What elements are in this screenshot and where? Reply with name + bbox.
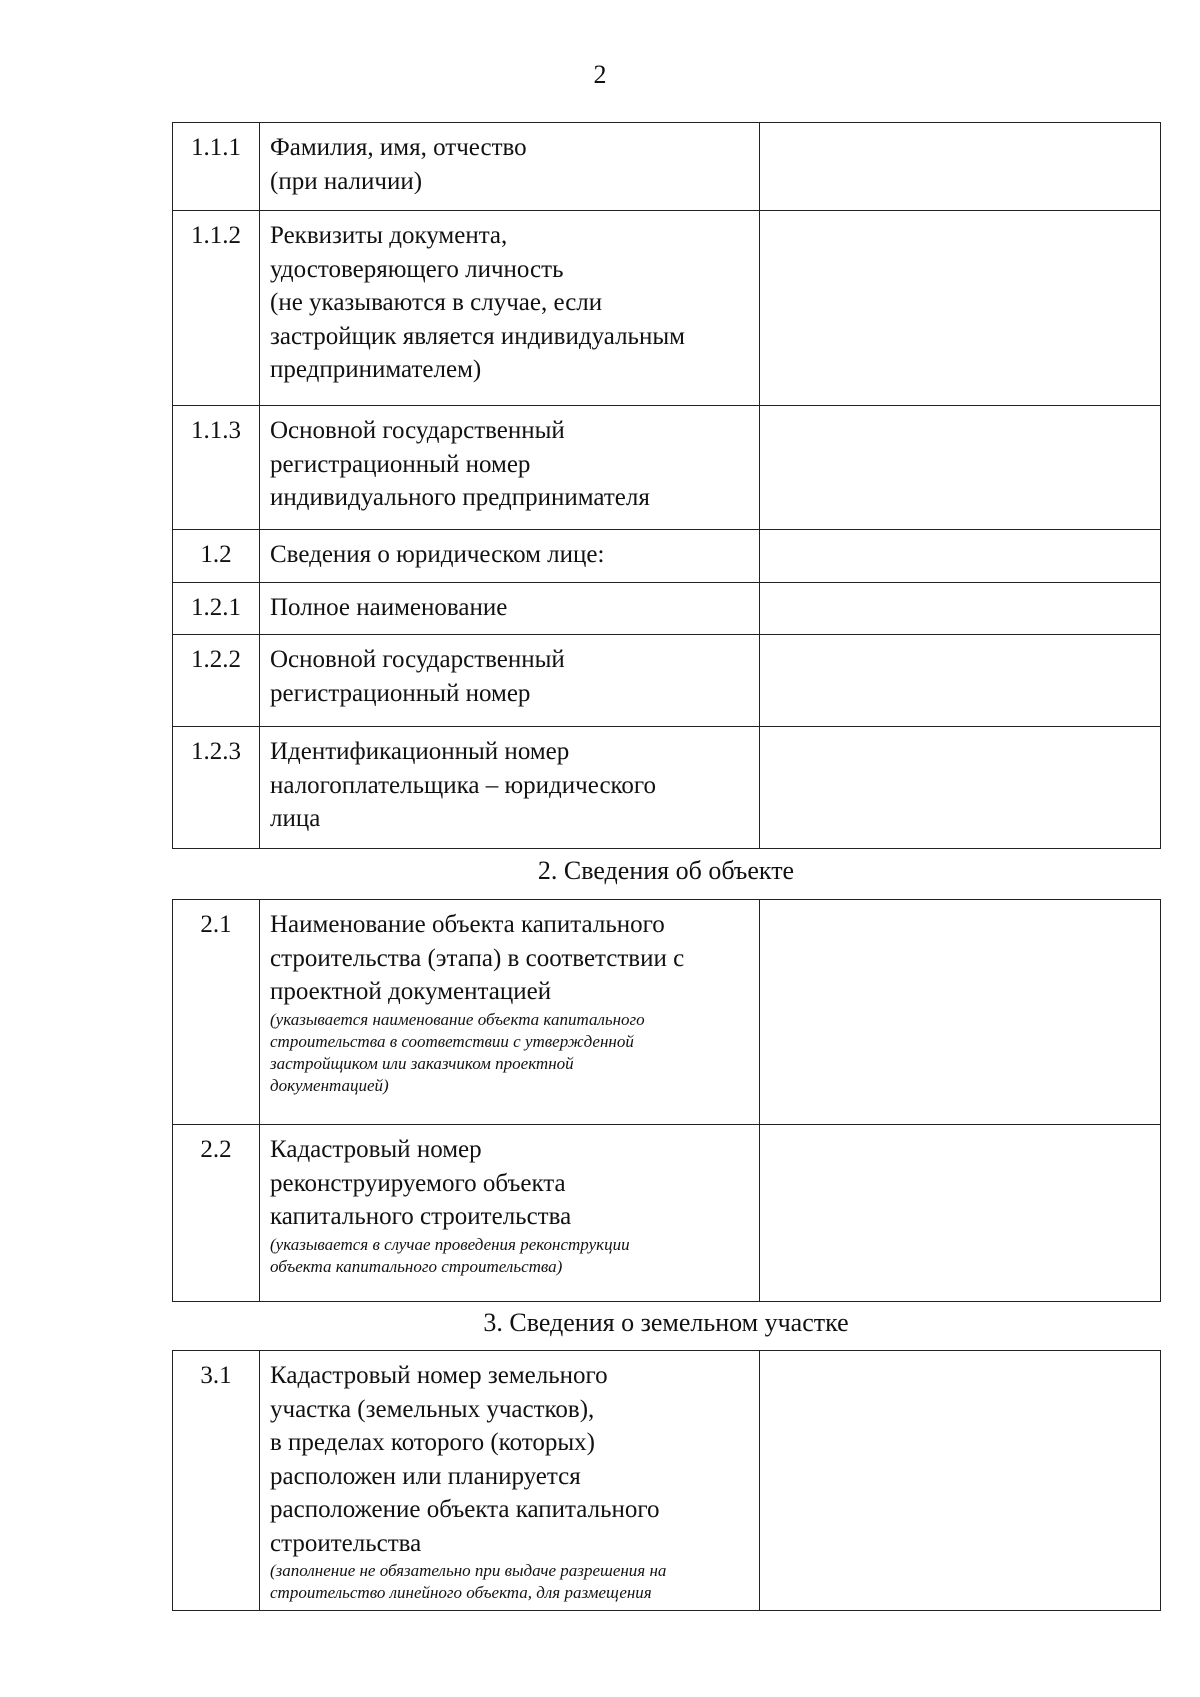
row-number: 1.1.3 — [173, 406, 260, 530]
value-cell[interactable] — [760, 635, 1161, 727]
row-number: 2.2 — [173, 1125, 260, 1302]
row-label: Наименование объекта капитального строительства (этапа) в соответствии с проектной документацией (указывается наименование объекта капитального строительства в соответствии с утвержденной застройщиком или заказчиком проектной документацией) — [260, 900, 760, 1125]
row-note: (заполнение не обязательно при выдаче разрешения на строительство линейного объекта, для размещения — [270, 1561, 667, 1603]
applicant-info-table — [172, 122, 1161, 849]
table-row — [173, 530, 1161, 583]
table-row — [173, 635, 1161, 727]
value-cell[interactable] — [760, 530, 1161, 583]
land-plot-info-table — [172, 1350, 1161, 1611]
table-row — [173, 1351, 1161, 1611]
value-cell[interactable] — [760, 727, 1161, 849]
row-number: 3.1 — [173, 1351, 260, 1611]
row-label: Основной государственный регистрационный номер индивидуального предпринимателя — [260, 406, 760, 530]
row-number: 1.1.1 — [173, 123, 260, 211]
row-label: Фамилия, имя, отчество (при наличии) — [260, 123, 760, 211]
table-row — [173, 406, 1161, 530]
table-row — [173, 583, 1161, 635]
row-note: (указывается в случае проведения реконструкции объекта капитального строительства) — [270, 1234, 630, 1276]
row-label: Реквизиты документа, удостоверяющего личность (не указываются в случае, если застройщик является индивидуальным предпринимателем) — [260, 211, 760, 406]
page-number: 2 — [593, 60, 607, 89]
row-label: Полное наименование — [260, 583, 760, 635]
object-info-table — [172, 899, 1161, 1302]
section-2-title: 2. Сведения об объекте — [537, 856, 795, 885]
table-row — [173, 123, 1161, 211]
row-label: Идентификационный номер налогоплательщика – юридического лица — [260, 727, 760, 849]
table-row — [173, 900, 1161, 1125]
value-cell[interactable] — [760, 211, 1161, 406]
row-label: Основной государственный регистрационный номер — [260, 635, 760, 727]
value-cell[interactable] — [760, 583, 1161, 635]
row-label: Сведения о юридическом лице: — [260, 530, 760, 583]
row-label: Кадастровый номер реконструируемого объекта капитального строительства (указывается в случае проведения реконструкции объекта капитального строительства) — [260, 1125, 760, 1302]
value-cell[interactable] — [760, 1351, 1161, 1611]
row-label: Кадастровый номер земельного участка (земельных участков), в пределах которого (которых) расположен или планируется расположение объекта капитального строительства (заполнение не обязательно при выдаче разрешения на строительство линейного объекта, для размещения — [260, 1351, 760, 1611]
value-cell[interactable] — [760, 1125, 1161, 1302]
section-3-title: 3. Сведения о земельном участке — [483, 1308, 849, 1337]
value-cell[interactable] — [760, 406, 1161, 530]
row-number: 2.1 — [173, 900, 260, 1125]
row-number: 1.1.2 — [173, 211, 260, 406]
row-number: 1.2.2 — [173, 635, 260, 727]
row-number: 1.2 — [173, 530, 260, 583]
row-number: 1.2.1 — [173, 583, 260, 635]
table-row — [173, 1125, 1161, 1302]
table-row — [173, 211, 1161, 406]
row-note: (указывается наименование объекта капитального строительства в соответствии с утвержденной застройщиком или заказчиком проектной документацией) — [270, 1009, 645, 1095]
table-row — [173, 727, 1161, 849]
row-number: 1.2.3 — [173, 727, 260, 849]
value-cell[interactable] — [760, 900, 1161, 1125]
value-cell[interactable] — [760, 123, 1161, 211]
